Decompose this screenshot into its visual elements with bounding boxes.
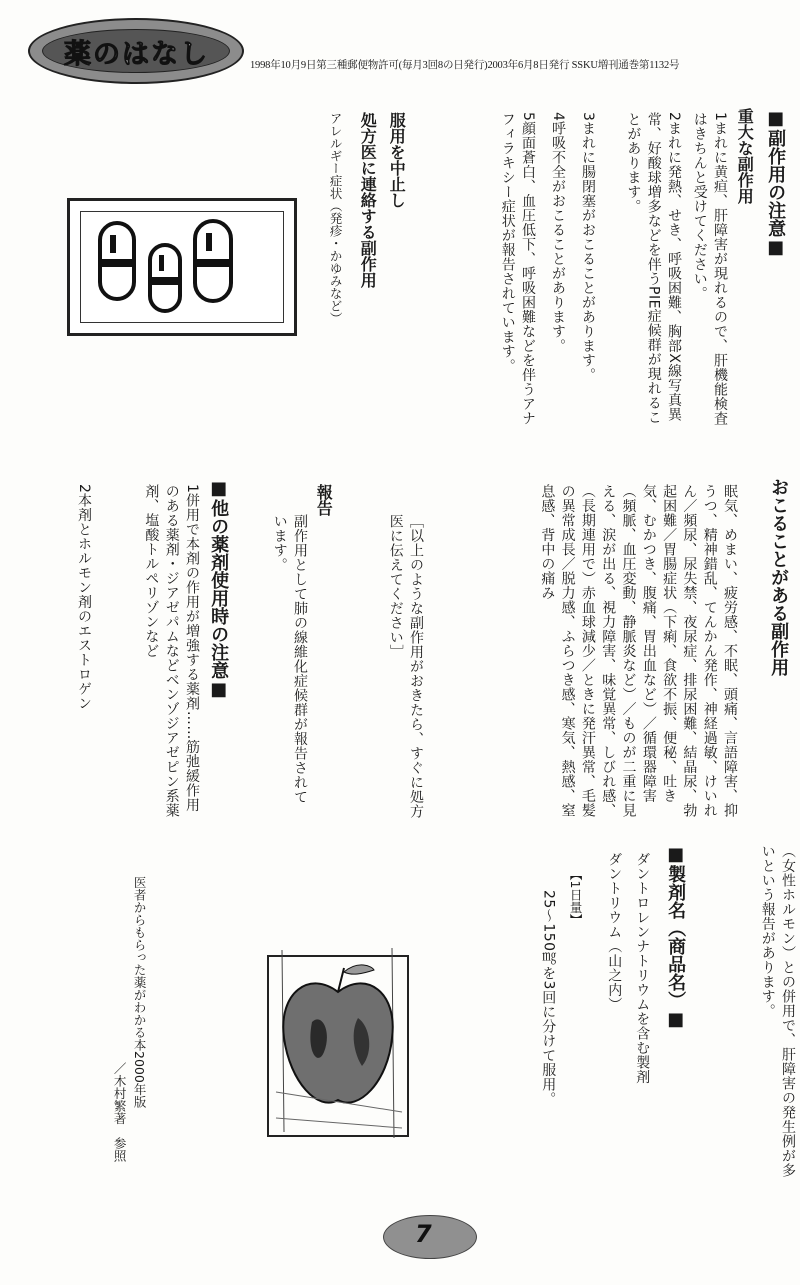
source-author: ／木村繁著 参照	[112, 1062, 128, 1162]
source-title: 医者からもらった薬がわかる本2000年版	[132, 876, 148, 1108]
publication-info: 1998年10月9日第三種郵便物許可(毎月3回8の日発行)2003年6月8日発行 SSKU増刊通巻第1132号	[250, 60, 680, 71]
product-name-heading: ■製剤名（商品名）■	[665, 844, 687, 1030]
publication-logo	[28, 18, 244, 84]
daily-dose-value: 25〜150㎎を3回に分けて服用。	[540, 890, 557, 1106]
hormone-interaction-text: （女性ホルモン）との併用で、肝障害の発生例が多いという報告があります。	[759, 844, 796, 1178]
possible-side-effects-list: 眠気、めまい、疲労感、不眠、頭痛、言語障害、抑うつ、精神錯乱、てんかん発作、神経過敏、けいれん／頻尿、尿失禁、夜尿症、排尿困難、結晶尿、勃起困難／胃腸症状（下痢、食欲不振、便秘、吐き気、むかつき、腹痛、胃出血など）／循環器障害（頻脈、血圧変動、静脈炎など）／ものが二重に見える、涙が出る、視力障害、味覚異常、しびれ感、（長期連用で）赤血球減少／ときに発汗異常、毛髪の異常成長／脱力感、ふらつき感、寒気、熱感、窒息感、背中の痛み	[539, 484, 738, 818]
serious-side-effects-subheading: 重大な副作用	[735, 108, 755, 204]
contact-doctor-heading: 処方医に連絡する副作用	[358, 112, 378, 288]
apple-illustration	[262, 942, 414, 1142]
page-number: 7	[415, 1220, 432, 1248]
product-description: ダントロレンナトリウムを含む製剤	[634, 852, 651, 1084]
serious-item-4: 4呼吸不全がおこることがあります。	[550, 112, 566, 354]
report-text: 副作用として肺の線維化症候群が報告されています。	[271, 514, 308, 804]
serious-item-5: 5顔面蒼白、血圧低下、呼吸困難などを伴うアナフィラキシー症状が報告されています。	[499, 112, 536, 426]
possible-side-effects-heading: おこることがある副作用	[768, 478, 790, 676]
stop-heading: 服用を中止し	[387, 112, 407, 208]
advice-text: ［以上のような副作用がおきたら、すぐに処方医に伝えてください］	[387, 514, 424, 819]
report-heading: 報告	[314, 484, 334, 516]
side-effects-heading: ■副作用の注意■	[765, 108, 787, 258]
allergy-symptoms-text: アレルギー症状（発疹・かゆみなど）	[328, 112, 344, 325]
logo-text: 薬のはなし	[64, 39, 209, 70]
daily-dose-label: 【1日量】	[568, 868, 584, 926]
pills-illustration	[67, 198, 297, 336]
drug-interaction-heading: ■他の薬剤使用時の注意■	[208, 478, 230, 700]
interaction-item-2: 2本剤とホルモン剤のエストロゲン	[76, 484, 92, 711]
product-name: ダントリウム（山之内）	[606, 852, 623, 1012]
serious-item-1: 1まれに黄疸、肝障害が現れるので、肝機能検査はきちんと受けてください。	[691, 112, 728, 426]
serious-item-2: 2まれに発熱、せき、呼吸困難、胸部X線写真異常、好酸球増多などを伴うPIE症候群が現れることがあります。	[625, 112, 682, 425]
interaction-item-1: 1併用で本剤の作用が増強する薬剤……筋弛緩作用のある薬剤・ジアゼパムなどベンゾジアゼピン系薬剤、塩酸トルペリゾンなど	[143, 484, 200, 818]
serious-item-3: 3まれに腸閉塞がおこることがあります。	[580, 112, 596, 383]
capsules-icon	[70, 201, 294, 333]
